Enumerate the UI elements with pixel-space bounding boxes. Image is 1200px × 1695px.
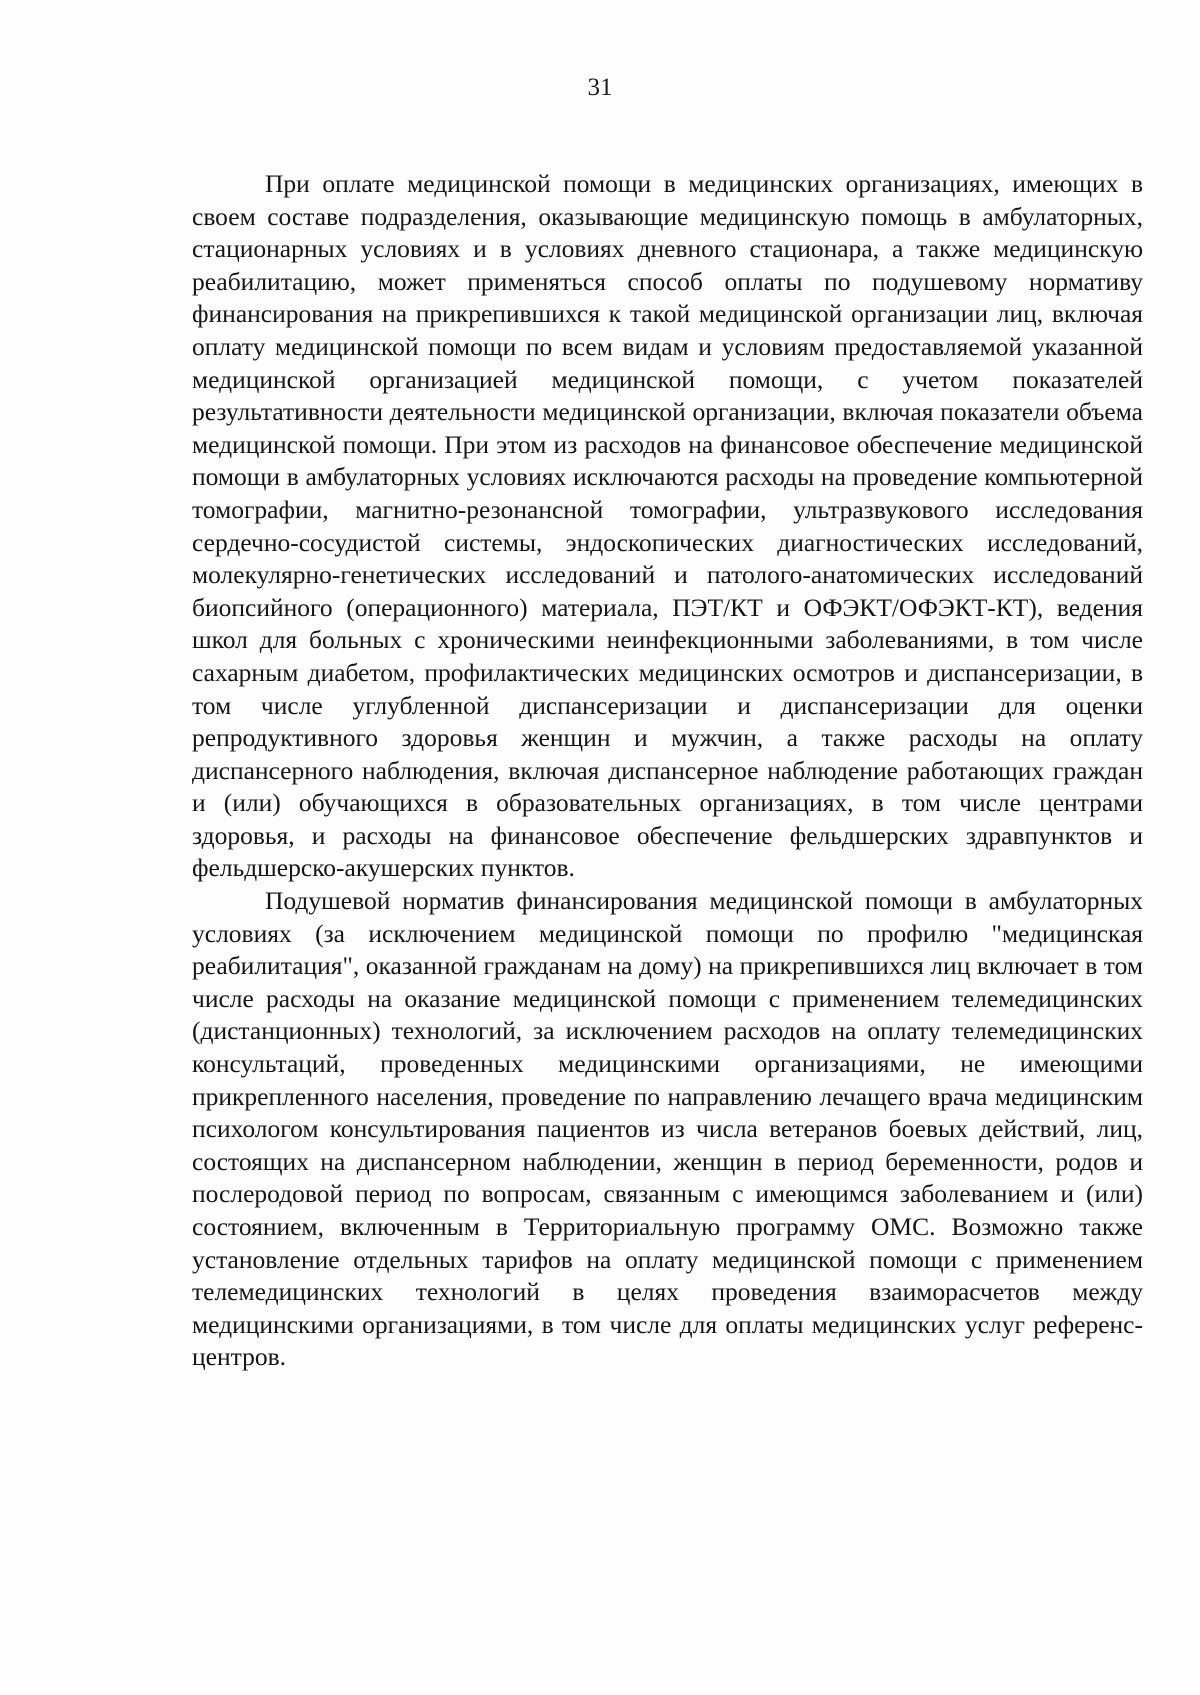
document-body (192, 168, 1143, 1374)
page-number: 31 (587, 74, 613, 101)
paragraph-payment-methods: При оплате медицинской помощи в медицинских организациях, имеющих в своем составе подразделения, оказывающие медицинскую помощь в амбулаторных, стационарных условиях и в условиях дневного стационара, а также медицинскую реабилитацию, может применяться способ оплаты по подушевому нормативу финансирования на прикрепившихся к такой медицинской организации лиц, включая оплату медицинской помощи по всем видам и условиям предоставляемой указанной медицинской организацией медицинской помощи, с учетом показателей результативности деятельности медицинской организации, включая показатели объема медицинской помощи. При этом из расходов на финансовое обеспечение медицинской помощи в амбулаторных условиях исключаются расходы на проведение компьютерной томографии, магнитно-резонансной томографии, ультразвукового исследования сердечно-сосудистой системы, эндоскопических диагностических исследований, молекулярно-генетических исследований и патолого-анатомических исследований биопсийного (операционного) материала, ПЭТ/КТ и ОФЭКТ/ОФЭКТ-КТ), ведения школ для больных с хроническими неинфекционными заболеваниями, в том числе сахарным диабетом, профилактических медицинских осмотров и диспансеризации, в том числе углубленной диспансеризации и диспансеризации для оценки репродуктивного здоровья женщин и мужчин, а также расходы на оплату диспансерного наблюдения, включая диспансерное наблюдение работающих граждан и (или) обучающихся в образовательных организациях, в том числе центрами здоровья, и расходы на финансовое обеспечение фельдшерских здравпунктов и фельдшерско-акушерских пунктов. (192, 169, 1143, 883)
paragraph-capitation-standard: Подушевой норматив финансирования медицинской помощи в амбулаторных условиях (за исключением медицинской помощи по профилю "медицинская реабилитация", оказанной гражданам на дому) на прикрепившихся лиц включает в том числе расходы на оказание медицинской помощи с применением телемедицинских (дистанционных) технологий, за исключением расходов на оплату телемедицинских консультаций, проведенных медицинскими организациями, не имеющими прикрепленного населения, проведение по направлению лечащего врача медицинским психологом консультирования пациентов из числа ветеранов боевых действий, лиц, состоящих на диспансерном наблюдении, женщин в период беременности, родов и послеродовой период по вопросам, связанным с имеющимся заболеванием и (или) состоянием, включенным в Территориальную программу ОМС. Возможно также установление отдельных тарифов на оплату медицинской помощи с применением телемедицинских технологий в целях проведения взаиморасчетов между медицинскими организациями, в том числе для оплаты медицинских услуг референс-центров. (192, 886, 1143, 1372)
